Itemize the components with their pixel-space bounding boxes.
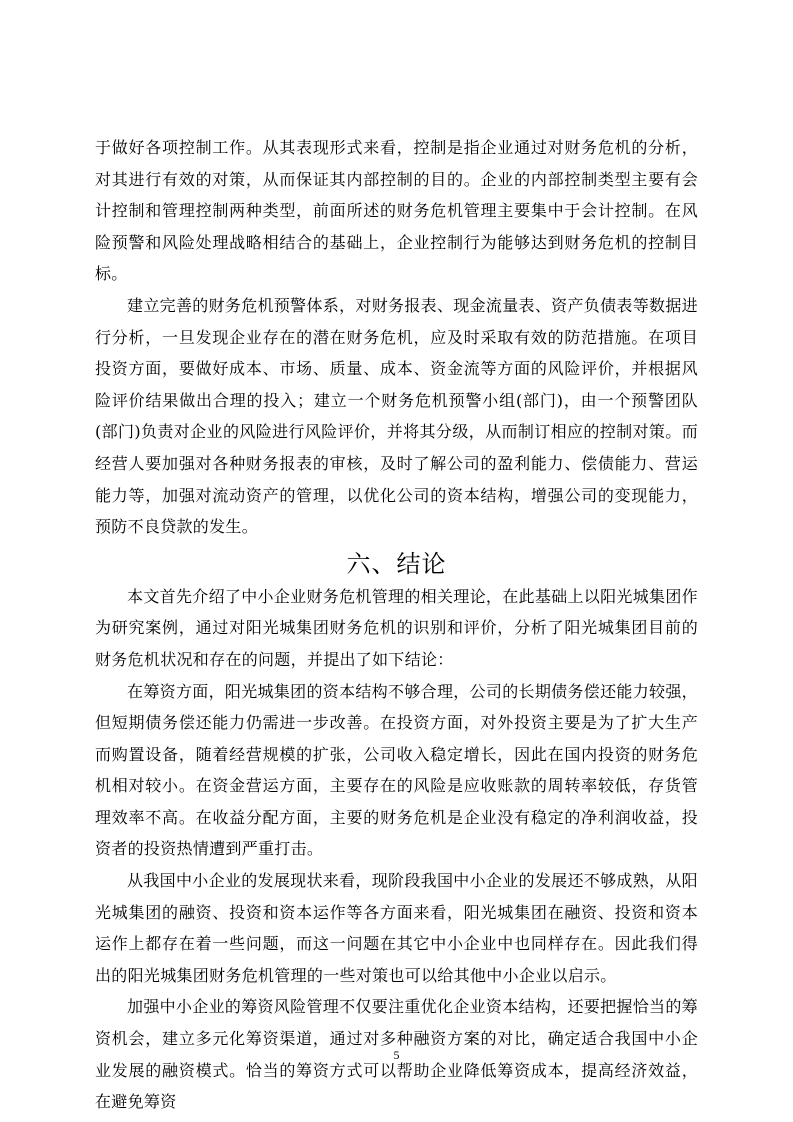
paragraph-financing-investment: 在筹资方面，阳光城集团的资本结构不够合理，公司的长期债务偿还能力较强，但短期债务偿还能力仍需进一步改善。在投资方面，对外投资主要是为了扩大生产而购置设备，随着经营规模的扩张，公司收入稳定增长，因此在国内投资的财务危机相对较小。在资金营运方面，主要存在的风险是应收账款的周转率较低，存货管理效率不高。在收益分配方面，主要的财务危机是企业没有稳定的净利润收益，投资者的投资热情遭到严重打击。 [95,681,698,859]
paragraph-financing-risk: 加强中小企业的筹资风险管理不仅要注重优化企业资本结构，还要把握恰当的筹资机会，建立多元化筹资渠道，通过对多种融资方案的对比，确定适合我国中小企业发展的融资模式。恰当的筹资方式可以帮助企业降低筹资成本，提高经济效益，在避免筹资 [95,997,698,1112]
page-body [95,132,698,1118]
paragraph-early-warning-system: 建立完善的财务危机预警体系，对财务报表、现金流量表、资产负债表等数据进行分析，一旦发现企业存在的潜在财务危机，应及时采取有效的防范措施。在项目投资方面，要做好成本、市场、质量、成本、资金流等方面的风险评价，并根据风险评价结果做出合理的投入；建立一个财务危机预警小组(部门)，由一个预警团队(部门)负责对企业的风险进行风险评价，并将其分级，从而制订相应的控制对策。而经营人要加强对各种财务报表的审核，及时了解公司的盈利能力、偿债能力、营运能力等，加强对流动资产的管理，以优化公司的资本结构，增强公司的变现能力，预防不良贷款的发生。 [95,295,698,537]
paragraph-conclusion-intro: 本文首先介绍了中小企业财务危机管理的相关理论，在此基础上以阳光城集团作为研究案例，通过对阳光城集团财务危机的识别和评价，分析了阳光城集团目前的财务危机状况和存在的问题，并提出了如下结论： [95,586,698,669]
page-number: 5 [393,1048,400,1062]
paragraph-sme-status: 从我国中小企业的发展现状来看，现阶段我国中小企业的发展还不够成熟，从阳光城集团的融资、投资和资本运作等各方面来看，阳光城集团在融资、投资和资本运作上都存在着一些问题，而这一问题在其它中小企业中也同样存在。因此我们得出的阳光城集团财务危机管理的一些对策也可以给其他中小企业以启示。 [95,871,698,985]
paragraph-continuation: 于做好各项控制工作。从其表现形式来看，控制是指企业通过对财务危机的分析，对其进行有效的对策，从而保证其内部控制的目的。企业的内部控制类型主要有会计控制和管理控制两种类型，前面所述的财务危机管理主要集中于会计控制。在风险预警和风险处理战略相结合的基础上，企业控制行为能够达到财务危机的控制目标。 [95,138,698,284]
section-heading: 六、结论 [346,549,447,578]
